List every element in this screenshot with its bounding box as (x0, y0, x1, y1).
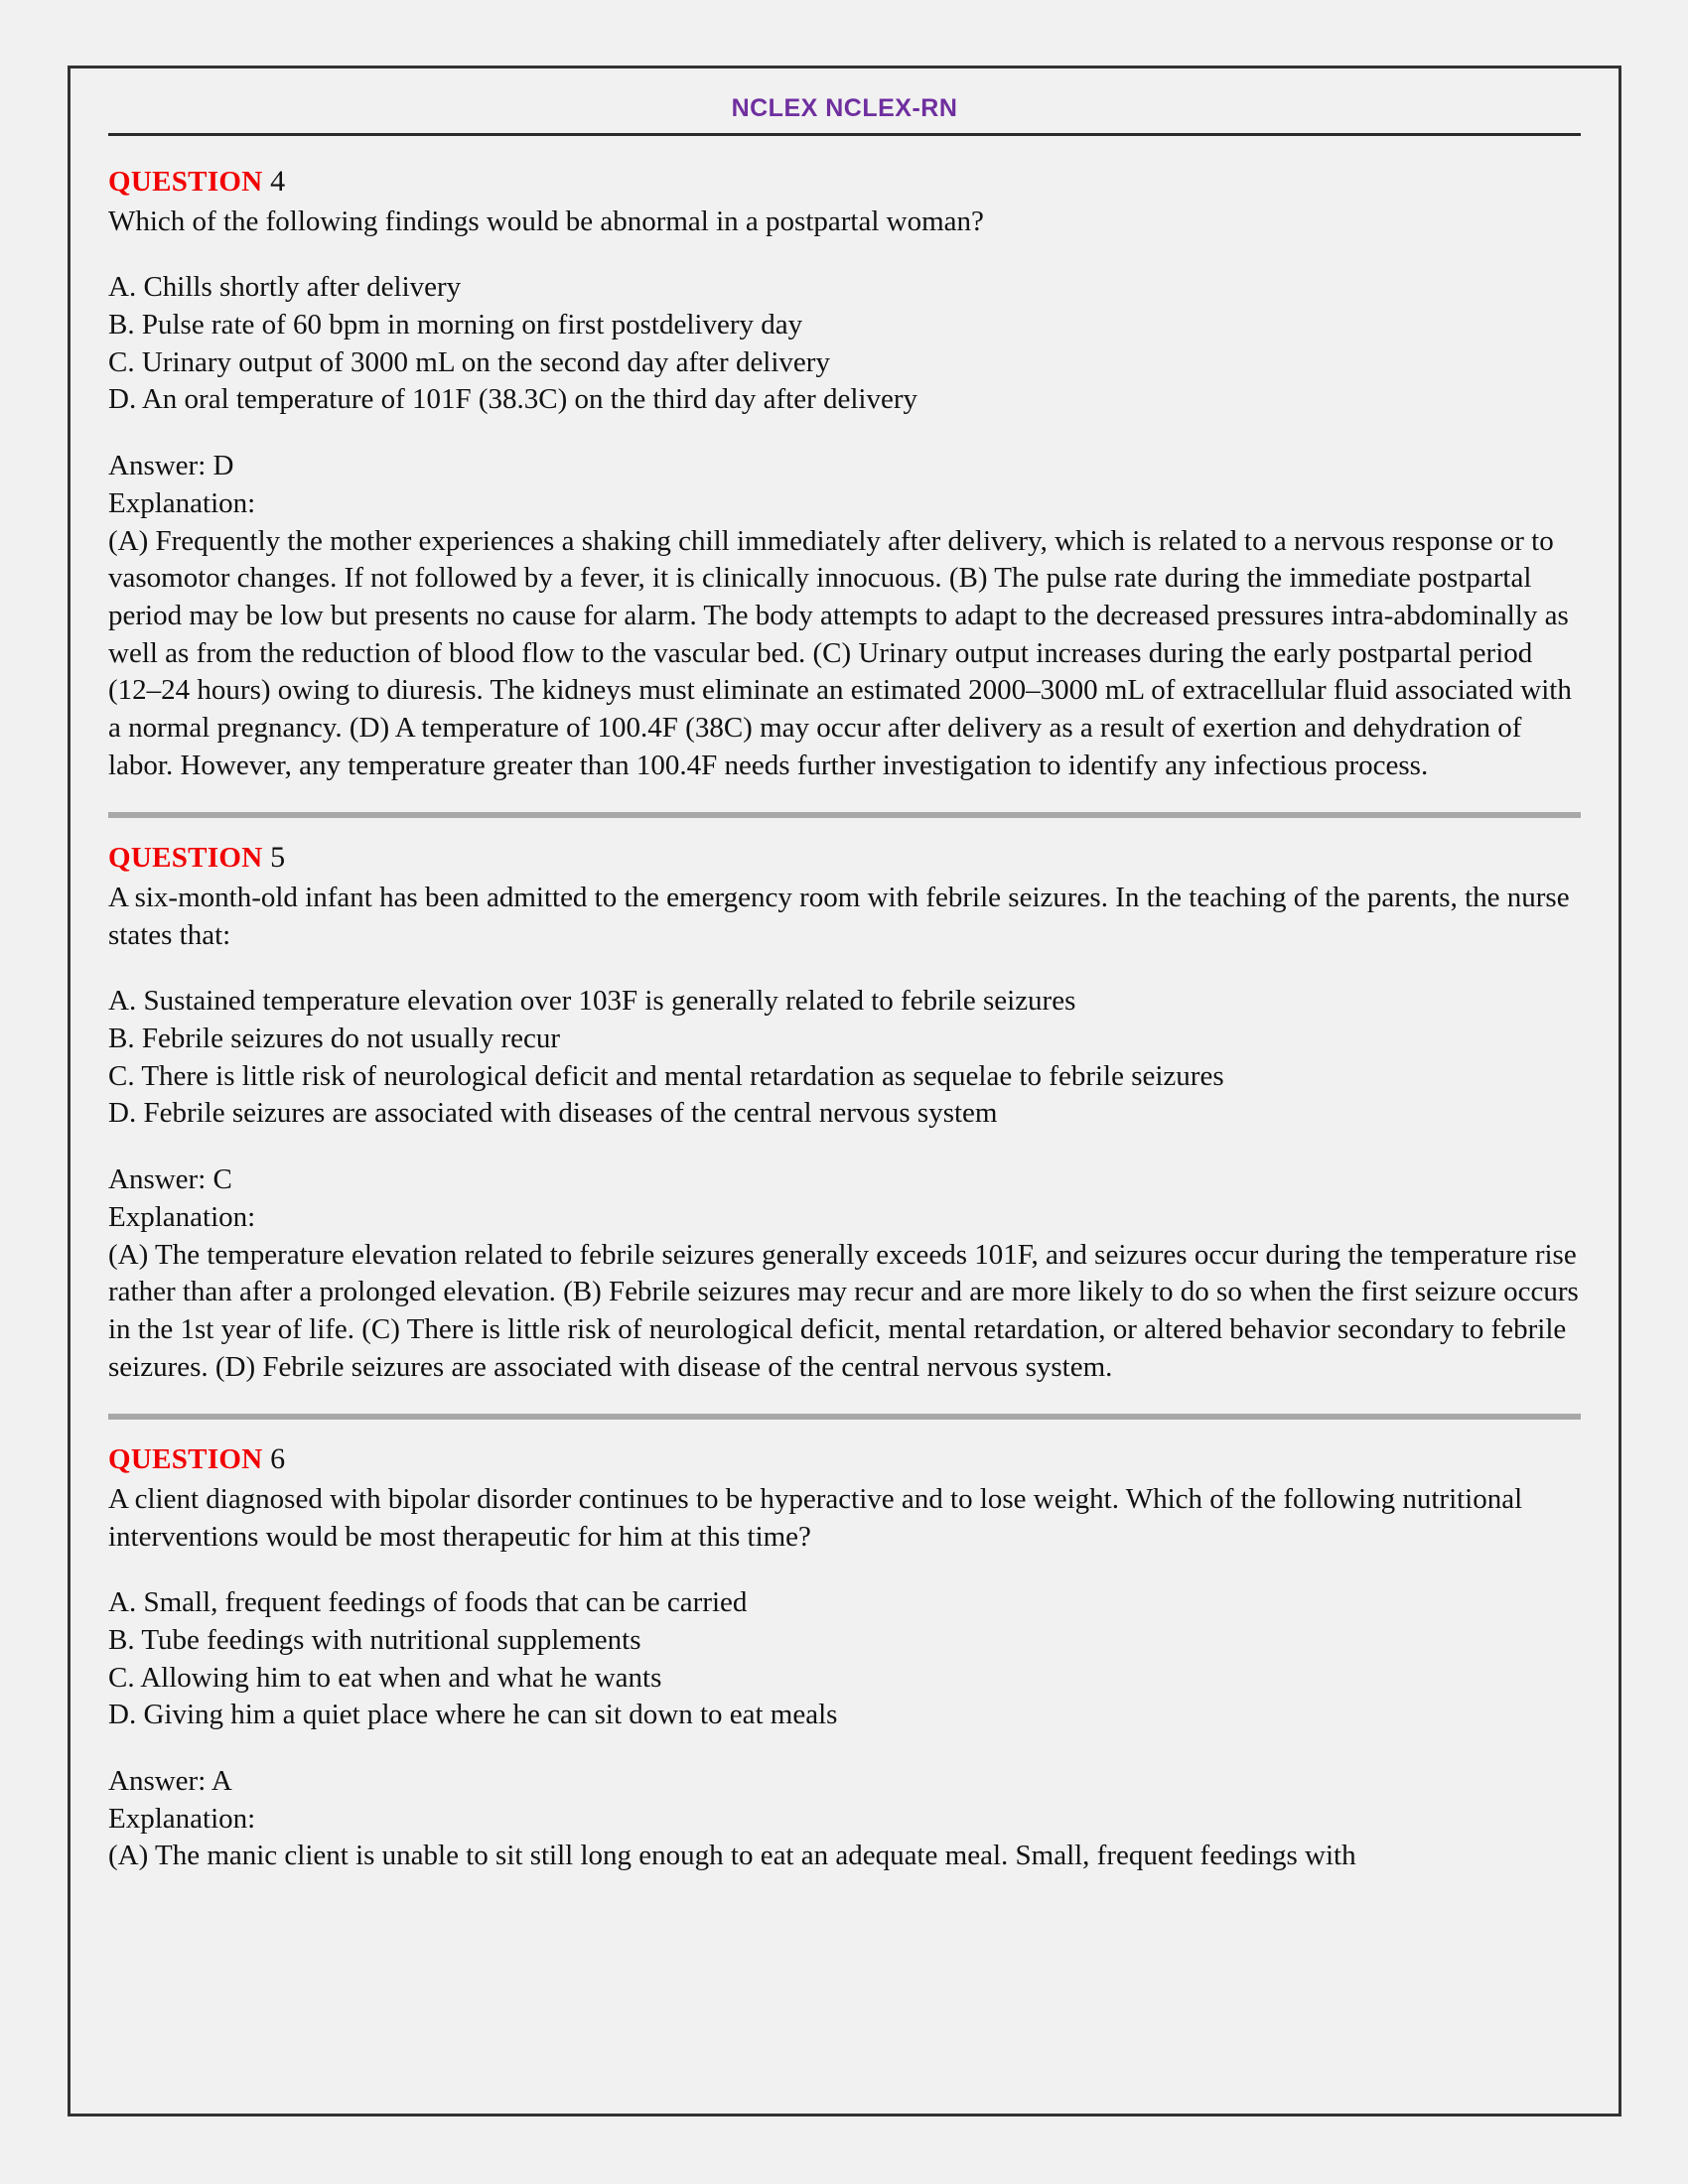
question-label-5: QUESTION (108, 842, 271, 875)
explanation-body-4: (A) Frequently the mother experiences a shaking chill immediately after delivery, which is related to a nervous response or to vasomotor changes. If not followed by a fever, it is clinically innocuous. (B) The pulse rate during the immediate postpartal period may be low but presents no cause for alarm. The body attempts to adapt to the decreased pressures intra-abdominally as well as from the reduction of blood flow to the vascular bed. (C) Urinary output increases during the early postpartal period (12–24 hours) owing to diuresis. The kidneys must eliminate an estimated 2000–3000 mL of extracellular fluid associated with a normal pregnancy. (D) A temperature of 100.4F (38C) may occur after delivery as a result of exertion and dehydration of labor. However, any temperature greater than 100.4F needs further investigation to identify any infectious process. (108, 524, 1572, 781)
document-content (108, 136, 1581, 1875)
spacer (108, 1133, 1581, 1161)
option-a-6[interactable]: A. Small, frequent feedings of foods that can be carried (108, 1586, 748, 1619)
question-number-4: 4 (270, 165, 286, 198)
explanation-label-4: Explanation: (108, 486, 256, 519)
option-a-5[interactable]: A. Sustained temperature elevation over 103F is generally related to febrile seizures (108, 985, 1076, 1018)
question-label-6: QUESTION (108, 1443, 271, 1476)
option-b-4[interactable]: B. Pulse rate of 60 bpm in morning on first postdelivery day (108, 309, 803, 341)
explanation-label-5: Explanation: (108, 1200, 256, 1233)
section-divider-2 (108, 1414, 1581, 1420)
spacer (108, 1734, 1581, 1763)
question-number-5: 5 (270, 841, 286, 875)
document-header-title: NCLEX NCLEX-RN (731, 94, 958, 122)
question-number-6: 6 (270, 1442, 286, 1476)
answer-line-4: Answer: D (108, 450, 234, 482)
option-b-6[interactable]: B. Tube feedings with nutritional supplements (108, 1624, 641, 1656)
question-label-4: QUESTION (108, 166, 271, 198)
question-stem-5: A six-month-old infant has been admitted to the emergency room with febrile seizures. In the teaching of the parents, the nurse states that: (108, 882, 1570, 951)
document-page (68, 66, 1621, 2116)
spacer (108, 240, 1581, 269)
option-a-4[interactable]: A. Chills shortly after delivery (108, 271, 462, 304)
section-divider-1 (108, 812, 1581, 818)
page-inner (70, 68, 1618, 2114)
spacer (108, 419, 1581, 448)
question-heading-5 (108, 838, 1581, 878)
spacer (108, 1556, 1581, 1584)
question-stem-6: A client diagnosed with bipolar disorder continues to be hyperactive and to lose weight. Which of the following nutritional interventions would be most therapeutic for him at this time? (108, 1482, 1523, 1553)
option-d-6[interactable]: D. Giving him a quiet place where he can sit down to eat meals (108, 1699, 838, 1731)
question-stem-4: Which of the following findings would be abnormal in a postpartal woman? (108, 205, 984, 237)
question-heading-6 (108, 1439, 1581, 1479)
explanation-body-6: (A) The manic client is unable to sit still long enough to eat an adequate meal. Small, frequent feedings with (108, 1840, 1356, 1872)
options-list-4 (108, 269, 1581, 419)
document-header (108, 68, 1581, 129)
options-list-5 (108, 983, 1581, 1133)
option-c-6[interactable]: C. Allowing him to eat when and what he wants (108, 1661, 662, 1694)
spacer (108, 954, 1581, 983)
answer-line-6: Answer: A (108, 1765, 232, 1798)
answer-line-5: Answer: C (108, 1163, 232, 1196)
question-heading-4 (108, 162, 1581, 202)
question-block-5 (108, 838, 1581, 1386)
explanation-label-6: Explanation: (108, 1802, 256, 1835)
question-block-6 (108, 1439, 1581, 1875)
options-list-6 (108, 1584, 1581, 1734)
option-d-5[interactable]: D. Febrile seizures are associated with diseases of the central nervous system (108, 1097, 998, 1130)
option-c-5[interactable]: C. There is little risk of neurological deficit and mental retardation as sequelae to febrile seizures (108, 1059, 1224, 1092)
option-d-4[interactable]: D. An oral temperature of 101F (38.3C) on the third day after delivery (108, 383, 917, 416)
option-b-5[interactable]: B. Febrile seizures do not usually recur (108, 1023, 561, 1055)
option-c-4[interactable]: C. Urinary output of 3000 mL on the second day after delivery (108, 345, 830, 378)
question-block-4 (108, 162, 1581, 784)
explanation-body-5: (A) The temperature elevation related to febrile seizures generally exceeds 101F, and seizures occur during the temperature rise rather than after a prolonged elevation. (B) Febrile seizures may recur and are more likely to do so when the first seizure occurs in the 1st year of life. (C) There is little risk of neurological deficit, mental retardation, or altered behavior secondary to febrile seizures. (D) Febrile seizures are associated with disease of the central nervous system. (108, 1238, 1579, 1383)
